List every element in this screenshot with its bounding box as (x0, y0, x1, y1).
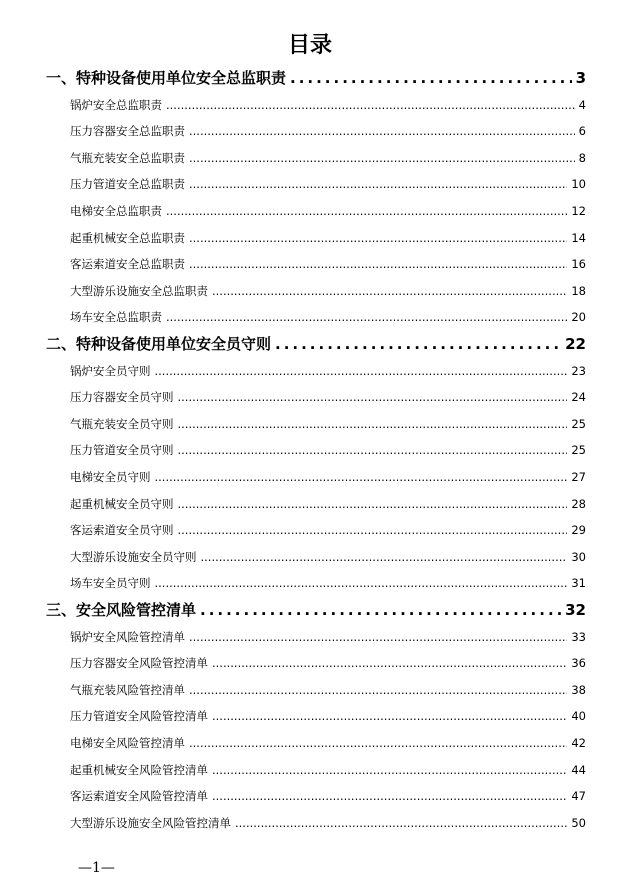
toc-item-page: 8 (578, 150, 586, 165)
toc-leader-dots (189, 151, 575, 165)
toc-item-page: 6 (578, 124, 586, 139)
toc-item-page: 40 (571, 709, 586, 724)
toc-section-entry[interactable] (46, 599, 586, 621)
toc-item-label: 场车安全总监职责 (70, 310, 162, 325)
toc-section-label: 一、特种设备使用单位安全总监职责 (46, 69, 287, 87)
toc-item-page: 20 (571, 310, 586, 325)
toc-item-entry[interactable] (70, 283, 586, 301)
toc-item-page: 42 (571, 736, 586, 750)
toc-item-entry[interactable] (70, 150, 586, 168)
toc-leader-dots (235, 816, 567, 830)
toc-item-label: 大型游乐设施安全总监职责 (70, 283, 208, 298)
toc-item-label: 场车安全员守则 (70, 576, 151, 591)
toc-item-label: 起重机械安全总监职责 (70, 230, 185, 245)
toc-item-label: 压力容器安全员守则 (70, 390, 174, 405)
toc-item-entry[interactable] (70, 762, 586, 780)
toc-item-entry[interactable] (70, 309, 586, 327)
toc-leader-dots (155, 470, 568, 484)
toc-item-page: 25 (571, 443, 586, 458)
toc-leader-dots (189, 124, 575, 138)
toc-item-label: 气瓶充装安全总监职责 (70, 150, 185, 165)
toc-item-label: 压力管道安全总监职责 (70, 177, 185, 192)
toc-item-label: 大型游乐设施安全风险管控清单 (70, 815, 231, 830)
toc-leader-dots (201, 550, 568, 564)
toc-leader-dots (212, 709, 567, 723)
toc-item-entry[interactable] (70, 682, 586, 700)
toc-item-entry[interactable] (70, 176, 586, 194)
toc-section-entry[interactable] (46, 67, 586, 89)
toc-item-label: 压力管道安全员守则 (70, 443, 174, 458)
toc-item-entry[interactable] (70, 203, 586, 221)
toc-leader-dots (178, 497, 568, 511)
toc-item-label: 电梯安全总监职责 (70, 204, 162, 218)
toc-leader-dots (189, 683, 567, 697)
toc-leader-dots (212, 284, 567, 298)
toc-leader-dots (275, 335, 561, 353)
toc-section-label: 三、安全风险管控清单 (46, 601, 197, 619)
toc-item-entry[interactable] (70, 549, 586, 567)
toc-item-page: 4 (578, 97, 586, 112)
toc-item-label: 压力管道安全风险管控清单 (70, 709, 208, 724)
toc-item-page: 12 (571, 204, 586, 218)
toc-item-label: 锅炉安全总监职责 (70, 97, 162, 112)
toc-section-label: 二、特种设备使用单位安全员守则 (46, 335, 272, 353)
toc-item-page: 50 (571, 815, 586, 830)
toc-item-entry[interactable] (70, 496, 586, 514)
toc-leader-dots (178, 443, 568, 457)
toc-leader-dots (212, 763, 567, 777)
toc-item-label: 压力容器安全风险管控清单 (70, 656, 208, 671)
toc-leader-dots (189, 231, 567, 245)
toc-item-page: 14 (571, 230, 586, 245)
toc-item-entry[interactable] (70, 230, 586, 248)
toc-item-page: 29 (571, 523, 586, 538)
toc-item-label: 客运索道安全员守则 (70, 523, 174, 538)
toc-section-page: 3 (575, 69, 586, 87)
toc-item-page: 10 (571, 177, 586, 192)
toc-item-page: 31 (571, 576, 586, 591)
toc-leader-dots (166, 204, 567, 218)
toc-item-entry[interactable] (70, 123, 586, 141)
toc-leader-dots (189, 630, 567, 644)
toc-item-page: 33 (571, 629, 586, 644)
toc-item-entry[interactable] (70, 97, 586, 115)
toc-leader-dots (166, 98, 575, 112)
toc-item-page: 47 (571, 789, 586, 804)
toc-item-page: 23 (571, 363, 586, 378)
toc-leader-dots (155, 576, 568, 590)
toc-item-entry[interactable] (70, 788, 586, 806)
page-number-footer: —1— (78, 860, 115, 876)
toc-section-page: 32 (565, 601, 586, 619)
toc-item-page: 38 (571, 682, 586, 697)
toc-item-page: 25 (571, 416, 586, 431)
toc-leader-dots (166, 310, 567, 324)
toc-leader-dots (290, 69, 572, 87)
toc-item-entry[interactable] (70, 735, 586, 753)
toc-item-label: 压力容器安全总监职责 (70, 124, 185, 139)
toc-leader-dots (200, 601, 561, 619)
toc-item-entry[interactable] (70, 442, 586, 460)
toc-leader-dots (155, 364, 568, 378)
toc-leader-dots (189, 177, 567, 191)
toc-item-label: 客运索道安全风险管控清单 (70, 789, 208, 804)
toc-item-page: 28 (571, 496, 586, 511)
toc-item-label: 客运索道安全总监职责 (70, 257, 185, 272)
toc-item-page: 27 (571, 470, 586, 484)
toc-item-label: 大型游乐设施安全员守则 (70, 549, 197, 564)
toc-item-entry[interactable] (70, 655, 586, 673)
toc-item-label: 气瓶充装风险管控清单 (70, 682, 185, 697)
toc-item-label: 气瓶充装安全员守则 (70, 416, 174, 431)
toc-leader-dots (189, 736, 567, 750)
toc-item-page: 24 (571, 390, 586, 405)
toc-item-page: 18 (571, 283, 586, 298)
toc-leader-dots (212, 656, 567, 670)
toc-item-entry[interactable] (70, 629, 586, 647)
toc-item-entry[interactable] (70, 256, 586, 274)
toc-leader-dots (212, 789, 567, 803)
toc-item-label: 电梯安全员守则 (70, 470, 151, 484)
toc-item-entry[interactable] (70, 522, 586, 540)
toc-leader-dots (178, 417, 568, 431)
toc-item-entry[interactable] (70, 469, 586, 487)
toc-item-entry[interactable] (70, 708, 586, 726)
toc-item-entry[interactable] (70, 815, 586, 833)
toc-item-entry[interactable] (70, 416, 586, 434)
toc-item-entry[interactable] (70, 389, 586, 407)
toc-item-label: 锅炉安全风险管控清单 (70, 629, 185, 644)
toc-item-label: 锅炉安全员守则 (70, 363, 151, 378)
page-title: 目录 (287, 33, 332, 58)
toc-item-label: 起重机械安全员守则 (70, 496, 174, 511)
toc-item-entry[interactable] (70, 575, 586, 593)
toc-section-page: 22 (565, 335, 586, 353)
toc-item-page: 30 (571, 549, 586, 564)
toc-leader-dots (189, 257, 567, 271)
toc-item-page: 36 (571, 656, 586, 671)
toc-item-page: 44 (571, 762, 586, 777)
toc-item-page: 16 (571, 257, 586, 272)
toc-item-label: 起重机械安全风险管控清单 (70, 762, 208, 777)
toc-item-entry[interactable] (70, 363, 586, 381)
toc-section-entry[interactable] (46, 333, 586, 355)
toc-item-label: 电梯安全风险管控清单 (70, 736, 185, 750)
toc-leader-dots (178, 523, 568, 537)
toc-leader-dots (178, 390, 568, 404)
